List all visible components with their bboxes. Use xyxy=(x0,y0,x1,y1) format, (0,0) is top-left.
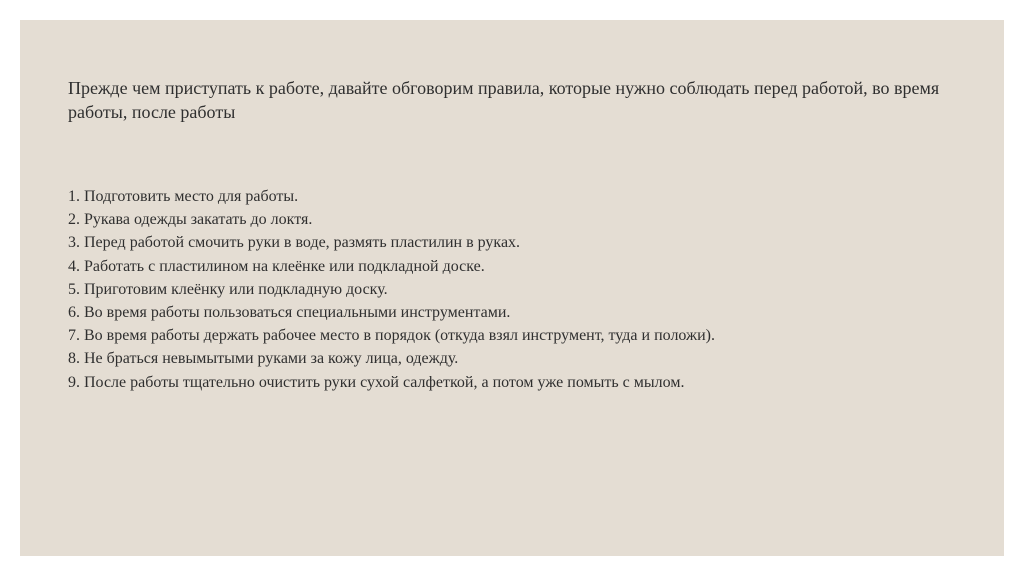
slide xyxy=(20,20,1004,556)
rules-list xyxy=(68,185,968,394)
rule-item: 9. После работы тщательно очистить руки сухой салфеткой, а потом уже помыть с мылом. xyxy=(68,373,685,391)
rule-item: 3. Перед работой смочить руки в воде, размять пластилин в руках. xyxy=(68,234,521,252)
rule-item: 1. Подготовить место для работы. xyxy=(68,188,299,205)
rule-item: 6. Во время работы пользоваться специальными инструментами. xyxy=(68,304,511,322)
rule-item: 8. Не браться невымытыми руками за кожу лица, одежду. xyxy=(68,350,459,368)
rule-item: 7. Во время работы держать рабочее место в порядок (откуда взял инструмент, туда и положи). xyxy=(68,327,715,345)
rule-item: 5. Приготовим клеёнку или подкладную доску. xyxy=(68,280,388,298)
slide-heading: Прежде чем приступать к работе, давайте обговорим правила, которые нужно соблюдать перед работой, во время работы, после работы xyxy=(68,78,940,122)
rule-item: 4. Работать с пластилином на клеёнке или подкладной доске. xyxy=(68,257,485,275)
rule-item: 2. Рукава одежды закатать до локтя. xyxy=(68,211,313,229)
